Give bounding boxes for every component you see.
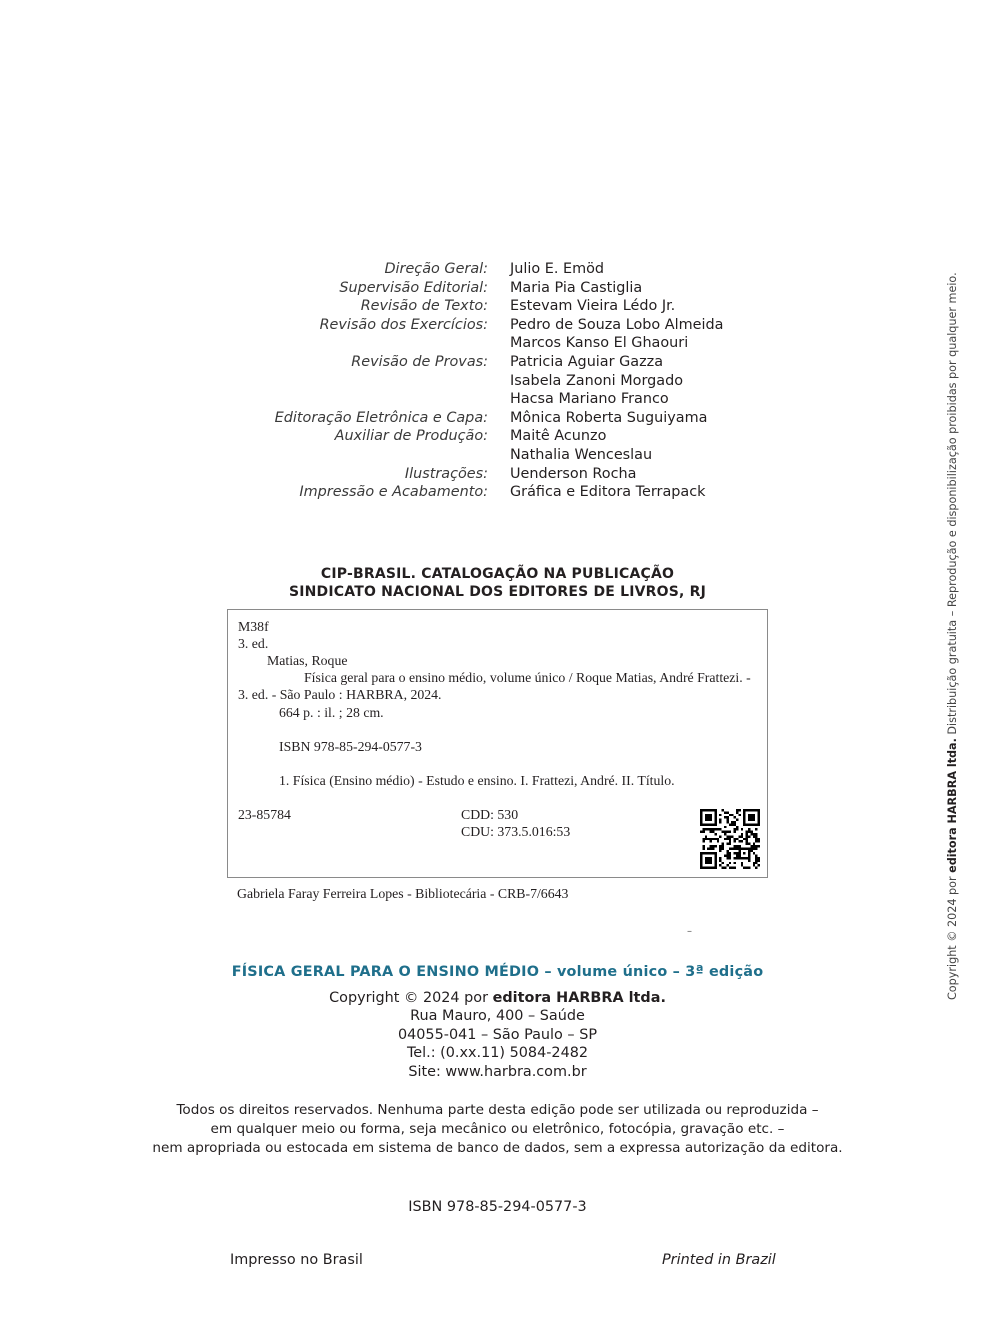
credit-name: Gráfica e Editora Terrapack <box>510 484 706 501</box>
credit-names <box>510 279 642 298</box>
credit-name: Julio E. Emöd <box>510 261 605 277</box>
rights-line1: Todos os direitos reservados. Nenhuma parte desta edição pode ser utilizada ou reproduzida – <box>176 1102 819 1118</box>
publisher-info <box>200 989 795 1081</box>
credit-role: Editoração Eletrônica e Capa: <box>274 409 488 426</box>
credit-role: Impressão e Acabamento: <box>299 484 488 501</box>
isbn-bottom: ISBN 978-85-294-0577-3 <box>408 1199 587 1215</box>
side-note-prefix: Copyright © 2024 por <box>946 872 959 1000</box>
credit-role: Ilustrações: <box>404 465 488 482</box>
rights-line3: nem apropriada ou estocada em sistema de banco de dados, sem a expressa autorização da editora. <box>152 1140 843 1156</box>
cip-number: 23-85784 <box>238 807 291 822</box>
cip-title <box>200 565 795 601</box>
publisher-city: 04055-041 – São Paulo – SP <box>397 1026 598 1043</box>
rights-line2: em qualquer meio ou forma, seja mecânico ou eletrônico, fotocópia, gravação etc. – <box>210 1121 785 1137</box>
book-title: FÍSICA GERAL PARA O ENSINO MÉDIO – volume único – 3ª edição <box>231 964 764 980</box>
credit-name: Patricia Aguiar Gazza <box>510 353 664 370</box>
credit-names <box>510 427 652 464</box>
credit-name: Uenderson Rocha <box>510 465 637 482</box>
cip-subjects: 1. Física (Ensino médio) - Estudo e ensino. I. Frattezi, André. II. Título. <box>279 773 675 788</box>
credit-name: Marcos Kanso El Ghaouri <box>510 335 689 352</box>
credit-names <box>510 316 723 353</box>
credit-row <box>230 260 750 279</box>
cip-cdu: CDU: 373.5.016:53 <box>461 824 571 839</box>
credit-row <box>230 427 750 464</box>
publisher-name: editora HARBRA ltda. <box>492 990 666 1006</box>
cip-cdd: CDD: 530 <box>461 807 519 822</box>
credit-role: Supervisão Editorial: <box>339 279 488 296</box>
credit-role: Direção Geral: <box>384 261 488 277</box>
cip-entry-line1: Física geral para o ensino médio, volume único / Roque Matias, André Frattezi. - <box>304 670 751 685</box>
publisher-phone: Tel.: (0.xx.11) 5084-2482 <box>406 1045 589 1062</box>
credit-names <box>510 465 636 484</box>
credit-row <box>230 316 750 353</box>
publisher-copyright-prefix: Copyright © 2024 por <box>329 990 493 1006</box>
credit-name: Nathalia Wenceslau <box>510 446 653 463</box>
credit-row <box>230 297 750 316</box>
cip-title-line2: SINDICATO NACIONAL DOS EDITORES DE LIVROS, RJ <box>288 584 707 600</box>
side-note-publisher: editora HARBRA ltda. <box>946 738 959 873</box>
credit-row <box>230 465 750 484</box>
credit-names <box>510 260 604 279</box>
credit-names <box>510 353 683 409</box>
cip-isbn: ISBN 978-85-294-0577-3 <box>279 739 422 754</box>
qr-code-icon <box>700 809 760 869</box>
librarian-credit: Gabriela Faray Ferreira Lopes - Bibliotecária - CRB-7/6643 <box>237 886 569 901</box>
credit-names <box>510 409 707 428</box>
cip-edition: 3. ed. <box>238 636 269 651</box>
credit-role: Revisão de Provas: <box>351 353 488 370</box>
credit-name: Estevam Vieira Lédo Jr. <box>510 298 676 315</box>
side-note-suffix: Distribuição gratuita – Reprodução e disponibilização proibidas por qualquer meio. <box>946 272 959 739</box>
credit-role: Auxiliar de Produção: <box>334 428 488 445</box>
credit-row <box>230 409 750 428</box>
credit-names <box>510 483 705 502</box>
credits-block <box>230 260 750 502</box>
printed-in-brazil: Printed in Brazil <box>662 1252 776 1268</box>
credit-row <box>230 483 750 502</box>
side-copyright-note <box>946 272 959 1000</box>
cip-pages: 664 p. : il. ; 28 cm. <box>279 705 384 720</box>
cip-author: Matias, Roque <box>267 653 348 668</box>
credit-name: Maria Pia Castiglia <box>510 279 643 296</box>
printed-in-brasil: Impresso no Brasil <box>230 1252 363 1268</box>
credit-name: Maitê Acunzo <box>510 428 607 445</box>
credit-row <box>230 279 750 298</box>
cip-code: M38f <box>238 619 269 634</box>
dash-mark: – <box>687 926 692 937</box>
credit-row <box>230 353 750 409</box>
rights-notice <box>150 1101 845 1158</box>
credit-names <box>510 297 675 316</box>
publisher-site[interactable]: Site: www.harbra.com.br <box>408 1063 587 1080</box>
credit-name: Pedro de Souza Lobo Almeida <box>510 316 724 333</box>
credit-role: Revisão de Texto: <box>360 298 488 315</box>
cip-title-line1: CIP-BRASIL. CATALOGAÇÃO NA PUBLICAÇÃO <box>320 566 675 582</box>
credit-name: Mônica Roberta Suguiyama <box>510 409 708 426</box>
cip-catalog-card <box>227 609 768 878</box>
credit-role: Revisão dos Exercícios: <box>319 316 488 333</box>
cip-entry-line2: 3. ed. - São Paulo : HARBRA, 2024. <box>238 687 442 702</box>
credit-name: Hacsa Mariano Franco <box>510 391 669 408</box>
publisher-copyright <box>200 989 795 1007</box>
credit-name: Isabela Zanoni Morgado <box>510 372 684 389</box>
publisher-street: Rua Mauro, 400 – Saúde <box>410 1008 585 1025</box>
